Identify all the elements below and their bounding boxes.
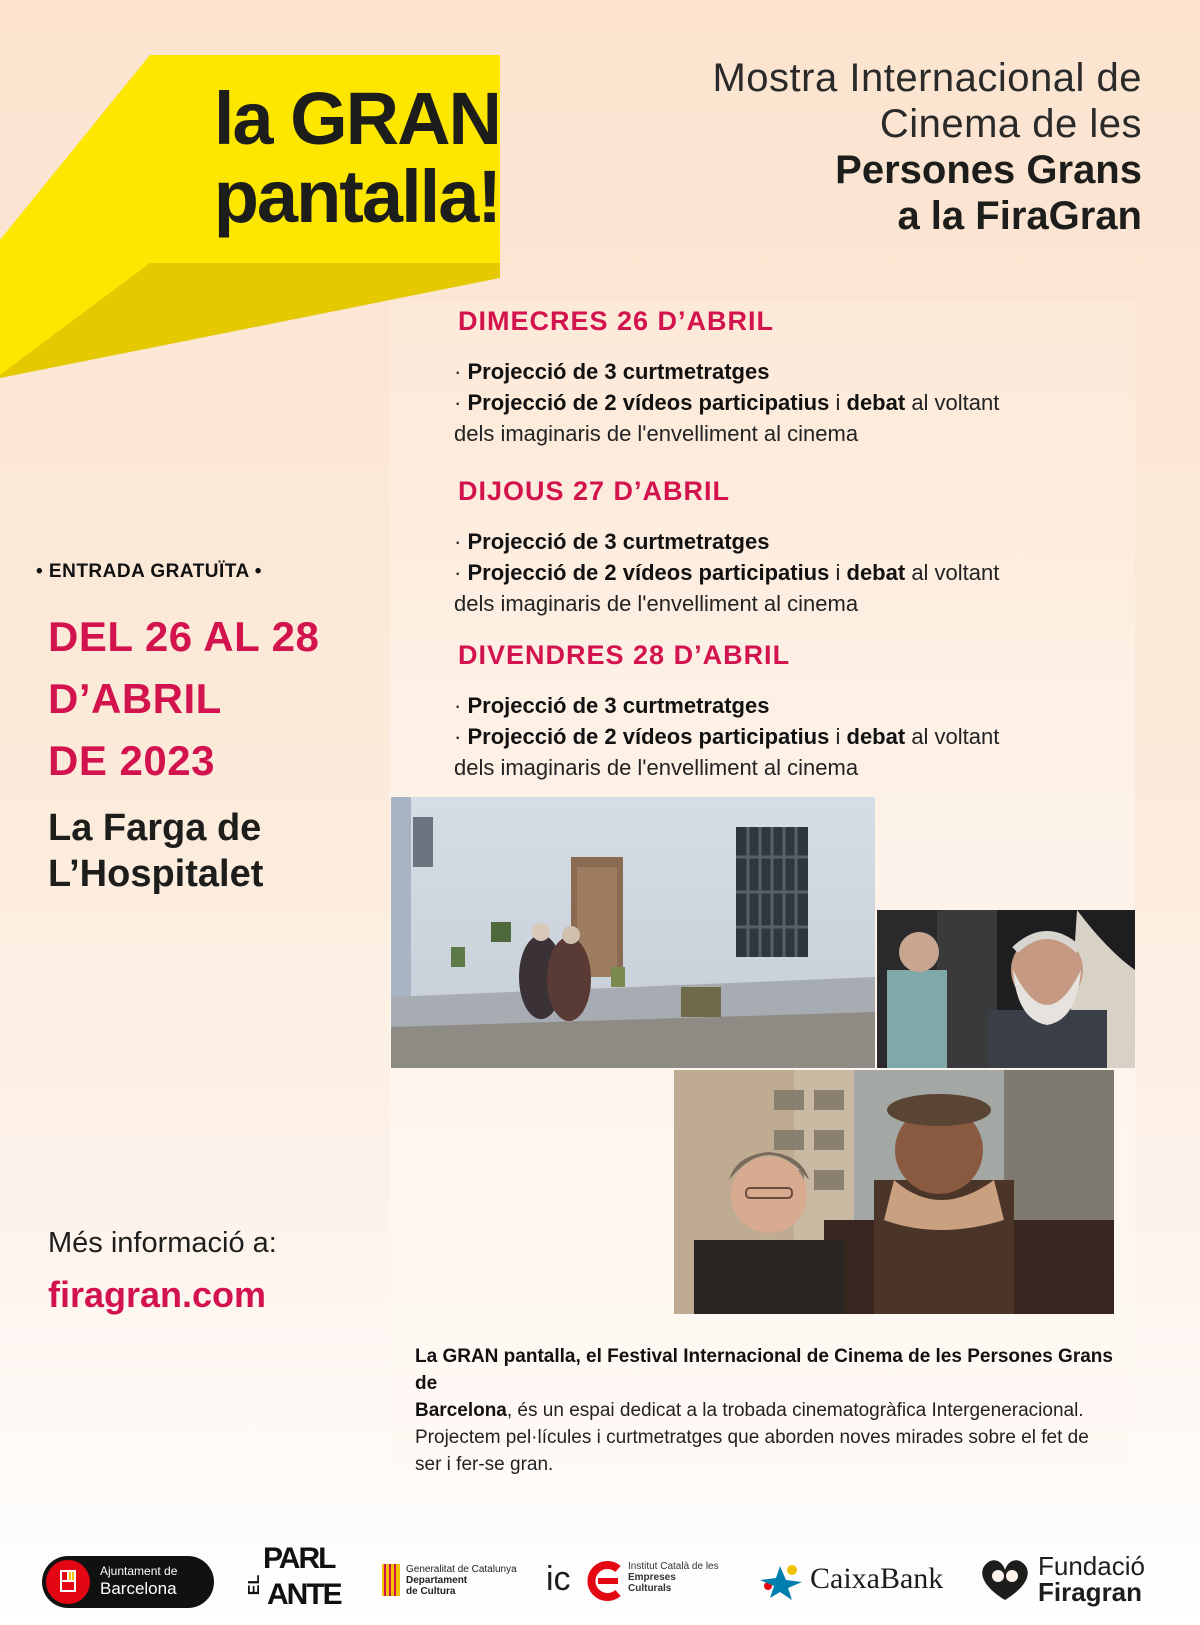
more-info-label: Més informació a: xyxy=(48,1227,277,1259)
photo-street-scene xyxy=(391,797,875,1068)
free-entry-label: • ENTRADA GRATUÏTA • xyxy=(36,561,262,582)
logo-fundacio-firagran: Fundació Firagran xyxy=(976,1550,1146,1610)
logo-ajuntament-barcelona: Ajuntament de Barcelona xyxy=(42,1556,214,1608)
header-line2: Cinema de les xyxy=(879,102,1142,146)
firagran-hearts-icon xyxy=(976,1550,1034,1608)
logo-el-parlante: EL PARL ANTE xyxy=(246,1542,341,1611)
day-title-2: DIJOUS 27 D’ABRIL xyxy=(458,476,731,506)
website-link[interactable]: firagran.com xyxy=(48,1274,267,1315)
day-items-2: · Projecció de 3 curtmetratges · Projecció de 2 vídeos participatius i debat al voltant dels imaginaris de l'envelliment al cinema xyxy=(454,529,1000,616)
caixabank-star-icon xyxy=(758,1562,804,1600)
photo-two-men xyxy=(877,910,1135,1068)
senyera-icon xyxy=(382,1564,400,1596)
logo-caixabank: CaixaBank xyxy=(758,1558,948,1604)
event-header xyxy=(712,55,1142,239)
sponsor-logos xyxy=(0,1540,1200,1625)
header-line4: a la FiraGran xyxy=(897,194,1142,238)
header-line3: Persones Grans xyxy=(835,148,1142,192)
barcelona-shield-icon xyxy=(46,1560,90,1604)
day-items-1: · Projecció de 3 curtmetratges · Projecció de 2 vídeos participatius i debat al voltant dels imaginaris de l'envelliment al cinema xyxy=(454,359,1000,446)
icec-mark-icon xyxy=(584,1561,624,1601)
banner-title-line2: pantalla! xyxy=(213,155,500,238)
day-title-3: DIVENDRES 28 D’ABRIL xyxy=(458,640,791,670)
event-dates: DEL 26 AL 28 D’ABRIL DE 2023 xyxy=(48,613,320,784)
photo-smiling-couple xyxy=(674,1070,1114,1314)
day-items-3: · Projecció de 3 curtmetratges · Projecció de 2 vídeos participatius i debat al voltant dels imaginaris de l'envelliment al cinema xyxy=(454,693,1000,780)
header-line1: Mostra Internacional de xyxy=(712,56,1142,100)
day-title-1: DIMECRES 26 D’ABRIL xyxy=(458,306,775,336)
banner-title-line1: la GRAN xyxy=(213,77,500,160)
banner-title xyxy=(170,77,500,238)
event-venue: La Farga de L’Hospitalet xyxy=(48,807,264,895)
logo-icec: ic Institut Català de les Empreses Culturals xyxy=(546,1558,726,1604)
festival-description: La GRAN pantalla, el Festival Internacional de Cinema de les Persones Grans de Barcelona, és un espai dedicat a la trobada cinematogràfica Intergeneracional. Projectem pel·lícules i curtmetratges que aborden noves mirades sobre el fet de ser i fer-se gran. xyxy=(415,1346,1113,1475)
title-banner xyxy=(0,0,540,400)
logo-generalitat-cultura: Generalitat de Catalunya Departament de Cultura xyxy=(382,1562,522,1602)
